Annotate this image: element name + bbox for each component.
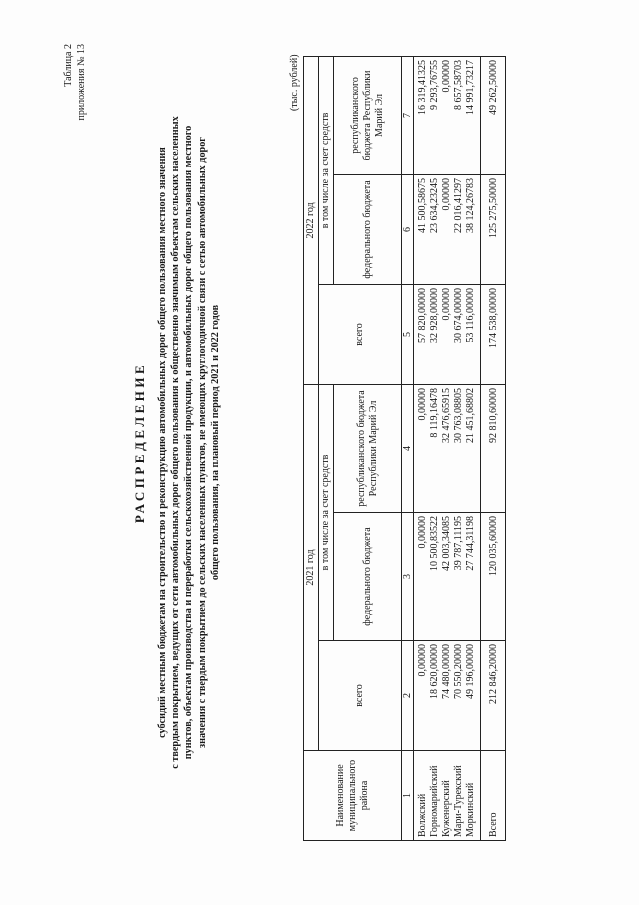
value-cell: 14 991,73217 — [465, 56, 481, 174]
value-cell: 8 657,58703 — [453, 56, 465, 174]
column-number: 4 — [402, 384, 414, 512]
value-cell: 16 319,41325 — [414, 56, 430, 174]
value-cell: 0,00000 — [414, 641, 430, 751]
column-header-2021: 2021 год — [304, 384, 319, 750]
appendix-label: приложения № 13 — [76, 44, 87, 121]
value-cell: 32 928,00000 — [429, 284, 441, 384]
value-cell: 41 500,58675 — [414, 174, 430, 284]
table-row — [453, 56, 465, 840]
subtitle-line: субсидий местным бюджетам на строительство и реконструкцию автомобильных дорог общего пользования местного значения — [157, 147, 168, 738]
column-number: 5 — [402, 284, 414, 384]
column-header-name: Наименование муниципального района — [304, 751, 402, 841]
column-header-total: всего — [319, 284, 402, 384]
total-row — [481, 56, 506, 840]
value-cell: 39 787,11195 — [453, 513, 465, 641]
value-cell: 0,00000 — [414, 513, 430, 641]
value-cell: 32 476,65915 — [441, 384, 453, 512]
subtitle-line: с твердым покрытием, ведущих от сети автомобильных дорог общего пользования к общественно значимым объектам сельских населенных — [170, 116, 182, 769]
value-cell: 18 620,00000 — [429, 641, 441, 751]
value-cell: 30 674,00000 — [453, 284, 465, 384]
column-header-federal: федерального бюджета — [334, 174, 402, 284]
table-reference — [62, 44, 88, 121]
table-row — [414, 56, 430, 840]
district-name: Волжский — [414, 751, 430, 841]
value-cell: 49 196,00000 — [465, 641, 481, 751]
value-cell: 9 293,76755 — [429, 56, 441, 174]
subtitle-line: общего пользования, на плановый период 2021 и 2022 годов — [209, 304, 221, 581]
column-number: 3 — [402, 513, 414, 641]
district-name: Моркинский — [465, 751, 481, 841]
subtitle-line: значения с твердым покрытием до сельских населенных пунктов, не имеющих круглогодичной связи с сетью автомобильных дорог — [196, 137, 208, 748]
column-number-row — [402, 56, 414, 840]
value-cell: 23 634,23245 — [429, 174, 441, 284]
column-header-including: в том числе за счет средств — [319, 384, 334, 640]
column-header-2022: 2022 год — [304, 56, 319, 384]
table-label: Таблица 2 — [63, 44, 74, 87]
column-header-federal: федерального бюджета — [334, 513, 402, 641]
value-cell: 0,00000 — [414, 384, 430, 512]
value-cell: 21 451,68802 — [465, 384, 481, 512]
total-value: 174 538,00000 — [481, 284, 506, 384]
value-cell: 38 124,26783 — [465, 174, 481, 284]
value-cell: 8 119,16478 — [429, 384, 441, 512]
value-cell: 42 003,34085 — [441, 513, 453, 641]
total-value: 120 035,60000 — [481, 513, 506, 641]
total-value: 125 275,50000 — [481, 174, 506, 284]
column-header-total: всего — [319, 641, 402, 751]
table-row — [441, 56, 453, 840]
table-row — [465, 56, 481, 840]
total-value: 92 810,60000 — [481, 384, 506, 512]
value-cell: 57 820,00000 — [414, 284, 430, 384]
column-number: 7 — [402, 56, 414, 174]
column-number: 2 — [402, 641, 414, 751]
table-row — [429, 56, 441, 840]
value-cell: 0,00000 — [441, 284, 453, 384]
total-value: 49 262,50000 — [481, 56, 506, 174]
value-cell: 10 500,83522 — [429, 513, 441, 641]
district-name: Мари-Турекский — [453, 751, 465, 841]
column-number: 6 — [402, 174, 414, 284]
value-cell: 53 116,00000 — [465, 284, 481, 384]
value-cell: 30 763,08805 — [453, 384, 465, 512]
value-cell: 74 480,00000 — [441, 641, 453, 751]
header-row — [304, 56, 319, 840]
distribution-table — [303, 56, 506, 841]
column-header-republic: республиканского бюджета Республики Марий Эл — [334, 56, 402, 174]
units-label: (тыс. рублей) — [289, 54, 300, 111]
document-subtitle — [156, 40, 222, 845]
header-row — [319, 56, 334, 840]
column-header-republic: республиканского бюджета Республики Марий Эл — [334, 384, 402, 512]
value-cell: 22 016,41297 — [453, 174, 465, 284]
column-header-including: в том числе за счет средств — [319, 56, 334, 284]
document-title: РАСПРЕДЕЛЕНИЕ — [132, 361, 147, 524]
value-cell: 70 550,20000 — [453, 641, 465, 751]
district-name: Горномарийский — [429, 751, 441, 841]
value-cell: 0,00000 — [441, 174, 453, 284]
value-cell: 27 744,31198 — [465, 513, 481, 641]
district-name: Куженерский — [441, 751, 453, 841]
total-value: 212 846,20000 — [481, 641, 506, 751]
value-cell: 0,00000 — [441, 56, 453, 174]
subtitle-line: пунктов, объектам производства и переработки сельскохозяйственной продукции, и автомобильных дорог общего пользования местного — [183, 125, 195, 760]
total-label: Всего — [481, 751, 506, 841]
column-number: 1 — [402, 751, 414, 841]
